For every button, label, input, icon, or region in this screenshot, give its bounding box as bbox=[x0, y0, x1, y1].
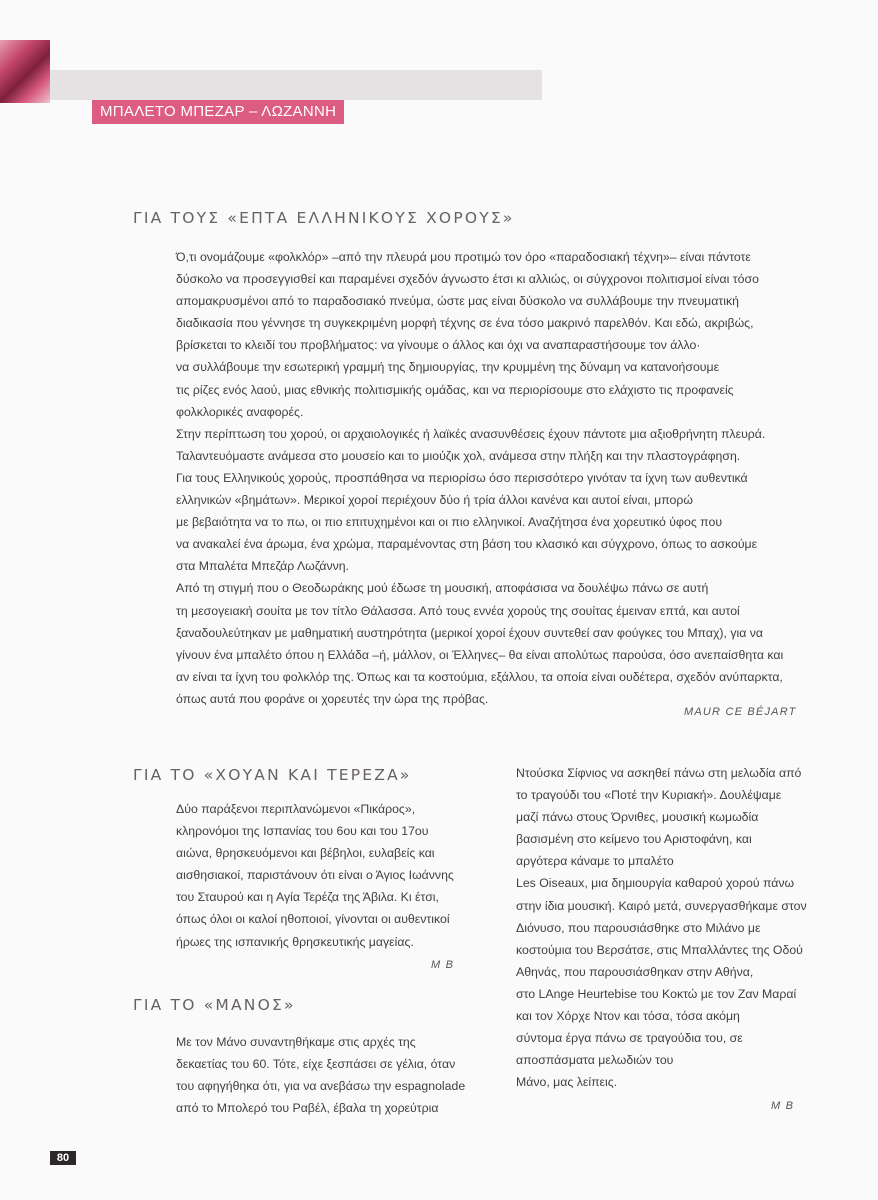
article1-line: απομακρυσμένοι από το παραδοσιακό πνεύμα, ώστε μας είναι δύσκολο να συλλάβουμε την πνευματική bbox=[176, 294, 739, 309]
article1-line: βρίσκεται το κλειδί του προβλήματος: να γίνουμε ο άλλος και όχι να αναπαραστήσουμε τον άλλο· bbox=[176, 338, 701, 353]
article3-cont-line: αργότερα κάναμε το μπαλέτο bbox=[516, 854, 674, 869]
article-title-manos: ΓΙΑ ΤΟ «ΜΑΝΟΣ» bbox=[133, 996, 296, 1014]
article1-line: Στην περίπτωση του χορού, οι αρχαιολογικές ή λαϊκές ανασυνθέσεις έχουν πάντοτε μια αξιοθρήνητη πλευρά. bbox=[176, 426, 766, 441]
article1-line: φολκλορικές αναφορές. bbox=[176, 404, 304, 419]
header-bar bbox=[50, 70, 542, 100]
article-body-juan-teresa bbox=[176, 798, 476, 953]
article3-cont-line: κοστούμια του Βερσάτσε, στις Μπαλλάντες της Οδού bbox=[516, 942, 803, 957]
article3-cont-line: στο LAnge Heurtebise του Κοκτώ με τον Ζαν Μαραί bbox=[516, 986, 797, 1001]
article1-line: ελληνικών «βημάτων». Μερικοί χοροί περιέχουν δύο ή τρία άλλοι κανένα και αυτοί είναι, μπορώ bbox=[176, 493, 693, 508]
article1-line: να συλλάβουμε την εσωτερική γραμμή της δημιουργίας, την κρυμμένη της δύναμη να κατανοήσουμε bbox=[176, 360, 720, 375]
article-body-manos bbox=[176, 1031, 476, 1119]
article1-line: στα Μπαλέτα Μπεζάρ Λωζάννη. bbox=[176, 559, 350, 574]
article1-line: Για τους Ελληνικούς χορούς, προσπάθησα να περιορίσω όσο περισσότερο γινόταν τα ίχνη των αυθεντικά bbox=[176, 470, 748, 485]
article3-line: από το Μπολερό του Ραβέλ, έβαλα τη χορεύτρια bbox=[176, 1101, 439, 1116]
article2-line: αισθησιακοί, παριστάνουν ότι είναι ο Άγιος Ιωάννης bbox=[176, 868, 454, 883]
signature-mb-1: M B bbox=[431, 959, 455, 971]
page-number: 80 bbox=[50, 1151, 76, 1165]
corner-photo bbox=[0, 40, 50, 103]
article2-line: όπως όλοι οι καλοί ηθοποιοί, γίνονται οι αυθεντικοί bbox=[176, 912, 450, 927]
article1-line: τη μεσογειακή σουίτα με τον τίτλο Θάλασσα. Από τους εννέα χορούς της σουίτας έμειναν επτά, και αυτοί bbox=[176, 603, 740, 618]
article1-line: με βεβαιότητα να το πω, οι πιο επιτυχημένοι και οι πιο ελληνικοί. Αναζήτησα ένα χορευτικό ύφος που bbox=[176, 515, 723, 530]
article2-line: Δύο παράξενοι περιπλανώμενοι «Πικάρος», bbox=[176, 802, 416, 816]
article1-line: διαδικασία που γέννησε τη συγκεκριμένη μορφή τέχνης σε ένα τόσο μακρινό παρελθόν. Και εδώ, ακριβώς, bbox=[176, 316, 754, 331]
article3-cont-line: και τον Χόρχε Ντον και τόσα, τόσα ακόμη bbox=[516, 1009, 740, 1024]
article2-line: κληρονόμοι της Ισπανίας του 6ου και του 17ου bbox=[176, 824, 429, 839]
article3-cont-line: Μάνο, μας λείπεις. bbox=[516, 1075, 618, 1090]
article-title-juan-teresa: ΓΙΑ ΤΟ «ΧΟΥΑΝ ΚΑΙ ΤΕΡΕΖΑ» bbox=[133, 766, 412, 784]
signature-mb-2: M B bbox=[771, 1100, 795, 1112]
article3-cont-line: Les Oiseaux, μια δημιουργία καθαρού χορού πάνω bbox=[516, 876, 795, 891]
signature-bejart: MAUR CE BÉJART bbox=[684, 706, 797, 718]
article3-line: του αφηγήθηκα ότι, για να ανεβάσω την espagnolade bbox=[176, 1079, 466, 1094]
article1-line: τις ρίζες ενός λαού, μιας εθνικής πολιτισμικής ομάδας, και να περιορίσουμε στο ελάχιστο τις προφανείς bbox=[176, 382, 734, 397]
article1-line: γίνουν ένα μπαλέτο όπου η Ελλάδα –ή, μάλλον, οι Έλληνες– θα είναι απολύτως παρούσα, όσο ανεπαίσθητα και bbox=[176, 647, 784, 662]
article3-cont-line: βασισμένη στο κείμενο του Αριστοφάνη, και bbox=[516, 832, 752, 847]
article1-line: όπως αυτά που φοράνε οι χορευτές την ώρα της πρόβας. bbox=[176, 691, 489, 706]
article3-cont-line: Αθηνάς, που παρουσιάσθηκαν στην Αθήνα, bbox=[516, 964, 754, 979]
article1-line: Από τη στιγμή που ο Θεοδωράκης μού έδωσε τη μουσική, αποφάσισα να δουλέψω πάνω σε αυτή bbox=[176, 581, 709, 596]
article1-line: να ανακαλεί ένα άρωμα, ένα χρώμα, παραμένοντας στη βάση του κλασικό και σύγχρονο, όπως το ασκούμε bbox=[176, 537, 758, 552]
article1-line: Ταλαντευόμαστε ανάμεσα στο μουσείο και το μιούζικ χολ, ανάμεσα στην πλήξη και την πλαστογράφηση. bbox=[176, 448, 741, 463]
article3-cont-line: Ντούσκα Σίφνιος να ασκηθεί πάνω στη μελωδία από bbox=[516, 766, 802, 780]
article1-line: δύσκολο να προσεγγισθεί και παραμένει σχεδόν άγνωστο έτσι κι αλλιώς, οι σύγχρονοι πολιτισμοί είναι τόσο bbox=[176, 272, 759, 287]
article3-cont-line: μαζί πάνω στους Όρνιθες, μουσική κωμωδία bbox=[516, 810, 759, 825]
article-body-manos-continued bbox=[516, 762, 816, 1093]
article3-line: Με τον Μάνο συναντηθήκαμε στις αρχές της bbox=[176, 1035, 416, 1049]
article-title-seven-greek-dances: ΓΙΑ ΤΟΥΣ «ΕΠΤΑ ΕΛΛΗΝΙΚΟΥΣ ΧΟΡΟΥΣ» bbox=[133, 209, 515, 227]
article2-line: ήρωες της ισπανικής θρησκευτικής μαγείας. bbox=[176, 934, 414, 949]
article2-line: του Σταυρού και η Αγία Τερέζα της Άβιλα. Κι έτσι, bbox=[176, 890, 439, 905]
article1-line: αν είναι τα ίχνη του φολκλόρ της. Όπως και τα κοστούμια, εξάλλου, τα οποία είναι ουδέτερα, σχεδόν ανύπαρκτα, bbox=[176, 669, 783, 684]
article3-cont-line: το τραγούδι του «Ποτέ την Κυριακή». Δουλέψαμε bbox=[516, 788, 782, 803]
article1-line: ξαναδουλεύτηκαν με μαθηματική αυστηρότητα (μερικοί χοροί έχουν συντεθεί σαν φούγκες του Μπαχ), για να bbox=[176, 625, 764, 640]
article2-line: αιώνα, θρησκευόμενοι και βέβηλοι, ευλαβείς και bbox=[176, 846, 435, 861]
article3-cont-line: Διόνυσο, που παρουσιάσθηκε στο Μιλάνο με bbox=[516, 920, 761, 935]
article-body-seven-greek-dances bbox=[176, 246, 816, 710]
article3-cont-line: σύντομα έργα πάνω σε τραγούδια του, σε bbox=[516, 1031, 743, 1046]
article3-cont-line: αποσπάσματα μελωδιών του bbox=[516, 1053, 674, 1068]
article3-line: δεκαετίας του 60. Τότε, είχε ξεσπάσει σε γέλια, όταν bbox=[176, 1057, 456, 1072]
article1-line: Ό,τι ονομάζουμε «φολκλόρ» –από την πλευρά μου προτιμώ τον όρο «παραδοσιακή τέχνη»– είναι πάντοτε bbox=[176, 250, 751, 264]
section-label: ΜΠΑΛΕΤΟ ΜΠΕΖΑΡ – ΛΩΖΑΝΝΗ bbox=[92, 100, 344, 124]
article3-cont-line: στην ίδια μουσική. Καιρό μετά, συνεργασθήκαμε στον bbox=[516, 898, 807, 913]
